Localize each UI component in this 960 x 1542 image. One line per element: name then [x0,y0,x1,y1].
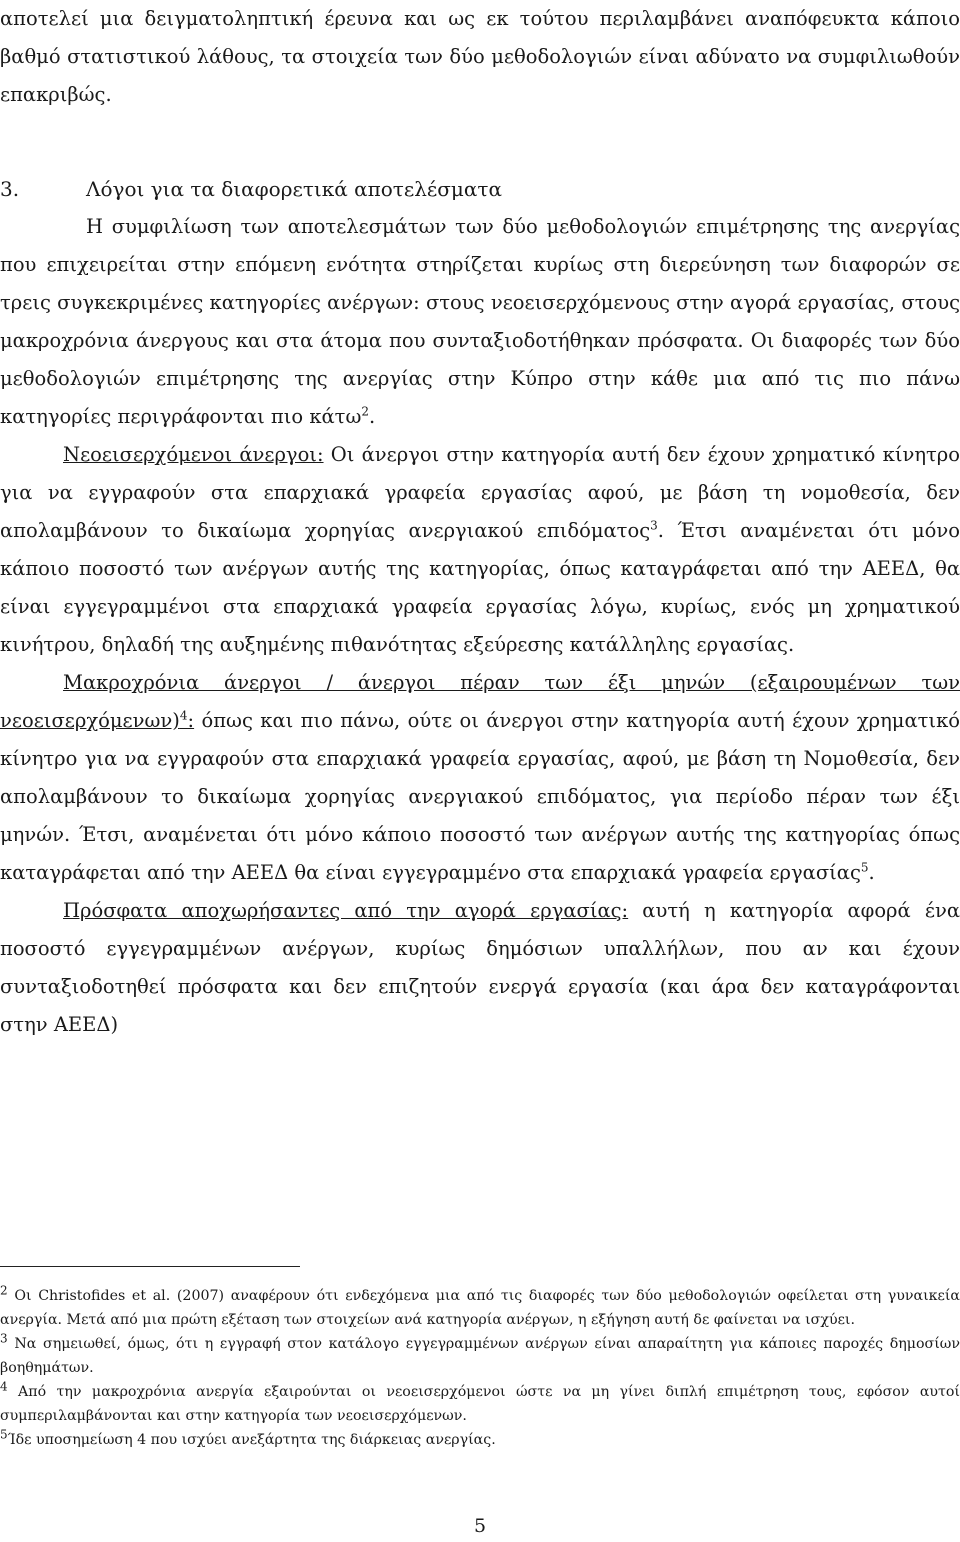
footnote-ref-5: 5 [860,860,869,875]
section-3 [0,170,960,1044]
footnote-3 [0,1332,960,1380]
footnote-ref-4: 4 [179,708,188,723]
category-text: Οι άνεργοι στην κατηγορία αυτή δεν έχουν χρηματικό κίνητρο για να εγγραφούν στα επαρχιακά γραφεία εργασίας αφού, με βάση τη νομοθεσία, δεν απολαμβάνουν το δικαίωμα χορηγίας ανεργιακού επιδόματος [0,443,960,542]
category-text: αυτή η κατηγορία αφορά ένα ποσοστό εγγεγραμμένων ανέργων, κυρίως δημόσιων υπαλλήλων, που αν και έχουν συνταξιοδοτηθεί πρόσφατα και δεν επιζητούν ενεργά εργασία (και άρα δεν καταγράφονται στην ΑΕΕΔ) [0,899,960,1036]
section-paragraph [0,208,960,436]
category-heading: Πρόσφατα αποχωρήσαντες από την αγορά εργασίας: [63,899,629,922]
footnotes [0,1284,960,1452]
footnote-number: 2 [0,1283,8,1298]
footnote-number: 5 [0,1427,8,1442]
category-new-entrants [0,436,960,664]
category-recent-retirees [0,892,960,1044]
footnote-ref-3: 3 [650,518,658,533]
section-paragraph-end: . [369,405,376,428]
footnote-number: 4 [0,1379,8,1394]
footnote-separator [0,1266,300,1267]
page-number: 5 [473,1515,487,1537]
footnote-text: Από την μακροχρόνια ανεργία εξαιρούνται οι νεοεισερχόμενοι ώστε να μη γίνει διπλή επιμέτρηση τους, εφόσον αυτοί συμπεριλαμβάνονται και στην κατηγορία των νεοεισερχόμενων. [0,1384,960,1424]
footnote-text: Να σημειωθεί, όμως, ότι η εγγραφή στον κατάλογο εγγεγραμμένων ανέργων είναι απαραίτητη για κάποιες παροχές δημοσίων βοηθημάτων. [0,1336,960,1376]
section-number: 3. [0,177,20,201]
section-paragraph-text: Η συμφιλίωση των αποτελεσμάτων των δύο μεθοδολογιών επιμέτρησης της ανεργίας που επιχειρείται στην επόμενη ενότητα στηρίζεται κυρίως στη διερεύνηση των διαφορών σε τρεις συγκεκριμένες κατηγορίες ανέργων: στους νεοεισερχόμενους στην αγορά εργασίας, στους μακροχρόνια άνεργους και στα άτομα που συνταξιοδοτήθηκαν πρόσφατα. Οι διαφορές των δύο μεθοδολογιών επιμέτρησης της ανεργίας στην Κύπρο στην κάθε μια από τις πιο πάνω κατηγορίες περιγράφονται πιο κάτω [0,215,960,428]
footnote-text: Ίδε υποσημείωση 4 που ισχύει ανεξάρτητα της διάρκειας ανεργίας. [7,1432,496,1448]
section-heading [0,170,960,208]
category-long-term [0,664,960,892]
category-text-cont: . Έτσι αναμένεται ότι μόνο κάποιο ποσοστό των ανέργων αυτής της κατηγορίας, όπως καταγράφεται από την ΑΕΕΔ, θα είναι εγγεγραμμένοι στα επαρχιακά γραφεία εργασίας λόγω, κυρίως, ενός μη χρηματικού κινήτρου, δηλαδή της αυξημένης πιθανότητας εξεύρεσης κατάλληλης εργασίας. [0,519,960,656]
footnote-number: 3 [0,1331,8,1346]
footnote-text: Οι Christofides et al. (2007) αναφέρουν ότι ενδεχόμενα μια από τις διαφορές των δύο μεθοδολογιών οφείλεται στη γυναικεία ανεργία. Μετά από μια πρώτη εξέταση των στοιχείων ανά κατηγορία ανέργων, η εξήγηση αυτή δε φαίνεται να ισχύει. [0,1288,960,1328]
footnote-2 [0,1284,960,1332]
category-text-cont: . [868,861,875,884]
category-heading-text: Μακροχρόνια άνεργοι / άνεργοι πέραν των έξι μηνών (εξαιρουμένων των νεοεισερχόμενων) [0,671,960,732]
footnote-4 [0,1380,960,1428]
intro-paragraph: αποτελεί μια δειγματοληπτική έρευνα και ως εκ τούτου περιλαμβάνει αναπόφευκτα κάποιο βαθμό στατιστικού λάθους, τα στοιχεία των δύο μεθοδολογιών είναι αδύνατο να συμφιλιωθούν επακριβώς. [0,7,960,106]
category-text: όπως και πιο πάνω, ούτε οι άνεργοι στην κατηγορία αυτή έχουν χρηματικό κίνητρο για να εγγραφούν στα επαρχιακά γραφεία εργασίας, αφού, με βάση τη Νομοθεσία, δεν απολαμβάνουν το δικαίωμα χορηγίας ανεργιακού επιδόματος, για περίοδο πέραν των έξι μηνών. Έτσι, αναμένεται ότι μόνο κάποιο ποσοστό των ανέργων αυτής της κατηγορίας όπως καταγράφεται από την ΑΕΕΔ θα είναι εγγεγραμμένο στα επαρχιακά γραφεία εργασίας [0,709,960,884]
category-heading: Νεοεισερχόμενοι άνεργοι: [63,443,324,466]
footnote-5 [0,1428,960,1452]
section-title: Λόγοι για τα διαφορετικά αποτελέσματα [86,177,502,201]
category-heading-colon: : [187,709,195,732]
footnote-ref-2: 2 [361,404,369,419]
